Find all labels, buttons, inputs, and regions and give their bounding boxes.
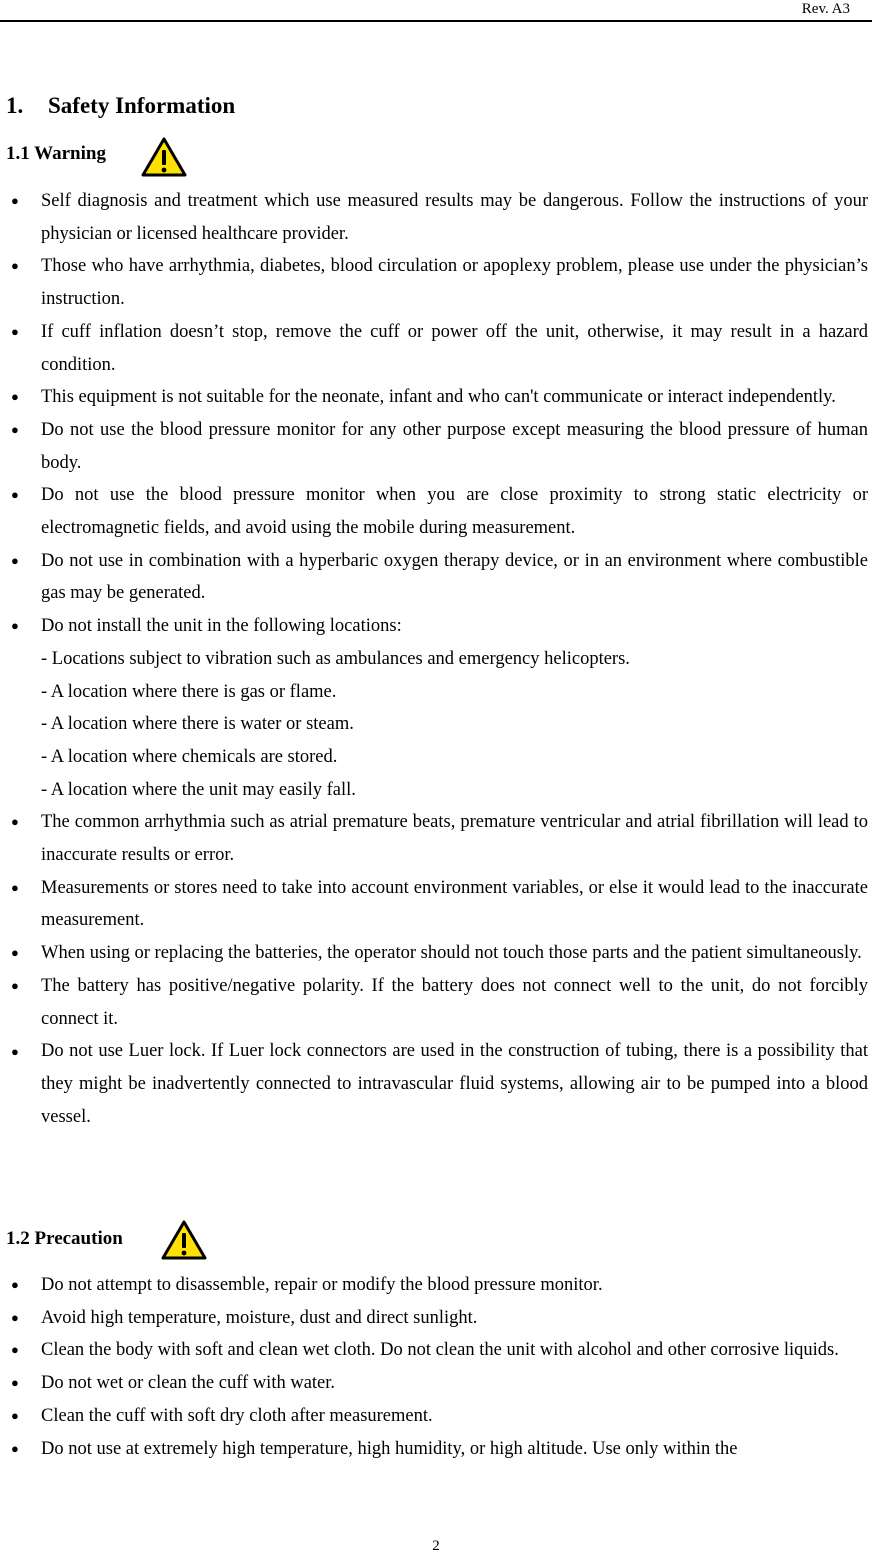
bullet-icon: ● <box>11 879 19 895</box>
list-item: ● Do not attempt to disassemble, repair or modify the blood pressure monitor. <box>0 1269 872 1302</box>
sub-list-item: - A location where there is water or steam. <box>41 714 354 735</box>
bullet-icon: ● <box>11 552 19 568</box>
bullet-icon: ● <box>11 323 19 339</box>
sub-list-item: - A location where there is gas or flame. <box>41 681 337 702</box>
bullet-icon: ● <box>11 487 19 503</box>
bullet-icon: ● <box>11 1277 19 1292</box>
list-item: ● Do not use at extremely high temperature, high humidity, or high altitude. Use only within the <box>0 1433 872 1466</box>
section-number: 1. <box>6 93 24 118</box>
bullet-icon: ● <box>11 389 19 405</box>
list-item: ● Do not use the blood pressure monitor when you are close proximity to strong static electricity or electromagnetic fields, and avoid using the mobile during measurement. <box>0 479 872 544</box>
page-number: 2 <box>432 1538 440 1554</box>
bullet-icon: ● <box>11 1044 19 1060</box>
warning-triangle-icon <box>160 1219 208 1261</box>
bullet-icon: ● <box>11 1309 19 1325</box>
list-item: ● If cuff inflation doesn’t stop, remove the cuff or power off the unit, otherwise, it may result in a hazard condition. <box>0 316 872 381</box>
list-item: ● Clean the body with soft and clean wet cloth. Do not clean the unit with alcohol and other corrosive liquids. <box>0 1334 872 1367</box>
list-item: ● Those who have arrhythmia, diabetes, blood circulation or apoplexy problem, please use under the physician’s instruction. <box>0 250 872 315</box>
warning-heading: 1.1 Warning <box>6 143 106 164</box>
revision-label: Rev. A3 <box>801 1 850 17</box>
bullet-icon: ● <box>11 814 19 830</box>
list-item: ● Do not use in combination with a hyperbaric oxygen therapy device, or in an environment where combustible gas may be generated. <box>0 545 872 610</box>
list-item: ● Do not use the blood pressure monitor for any other purpose except measuring the blood pressure of human body. <box>0 414 872 479</box>
bullet-icon: ● <box>11 193 19 208</box>
sub-list-item: - A location where the unit may easily fall. <box>41 779 356 800</box>
list-item: ● Clean the cuff with soft dry cloth after measurement. <box>0 1400 872 1433</box>
bullet-icon: ● <box>11 945 19 961</box>
warning-triangle-icon <box>140 136 188 178</box>
bullet-icon: ● <box>11 1375 19 1391</box>
precaution-list <box>0 1269 872 1465</box>
list-item: ● Do not install the unit in the following locations: <box>0 610 872 643</box>
warning-list <box>0 185 872 1134</box>
precaution-heading: 1.2 Precaution <box>6 1228 123 1249</box>
list-item: ● Self diagnosis and treatment which use measured results may be dangerous. Follow the instructions of your physician or licensed healthcare provider. <box>0 185 872 250</box>
header-rule <box>0 20 872 22</box>
sub-list-item: - A location where chemicals are stored. <box>41 746 338 767</box>
list-item: ● The battery has positive/negative polarity. If the battery does not connect well to the unit, do not forcibly connect it. <box>0 970 872 1035</box>
list-item: ● Do not use Luer lock. If Luer lock connectors are used in the construction of tubing, there is a possibility that they might be inadvertently connected to intravascular fluid systems, allowing air to be pumped into a blood vessel. <box>0 1035 872 1134</box>
list-item: ● Do not wet or clean the cuff with water. <box>0 1367 872 1400</box>
sub-list-item: - Locations subject to vibration such as ambulances and emergency helicopters. <box>41 648 630 669</box>
section-title: Safety Information <box>48 93 236 118</box>
list-item: ● Measurements or stores need to take into account environment variables, or else it would lead to the inaccurate measurement. <box>0 872 872 937</box>
bullet-icon: ● <box>11 618 19 634</box>
list-item: ● The common arrhythmia such as atrial premature beats, premature ventricular and atrial fibrillation will lead to inaccurate results or error. <box>0 806 872 871</box>
bullet-icon: ● <box>11 258 19 274</box>
bullet-icon: ● <box>11 421 19 437</box>
bullet-icon: ● <box>11 1342 19 1358</box>
bullet-icon: ● <box>11 1407 19 1423</box>
bullet-icon: ● <box>11 1440 19 1456</box>
page-title <box>6 92 235 120</box>
list-item: ● When using or replacing the batteries, the operator should not touch those parts and the patient simultaneously. <box>0 937 872 970</box>
list-item: ● This equipment is not suitable for the neonate, infant and who can't communicate or interact independently. <box>0 381 872 414</box>
list-item: ● Avoid high temperature, moisture, dust and direct sunlight. <box>0 1302 872 1335</box>
bullet-icon: ● <box>11 977 19 993</box>
